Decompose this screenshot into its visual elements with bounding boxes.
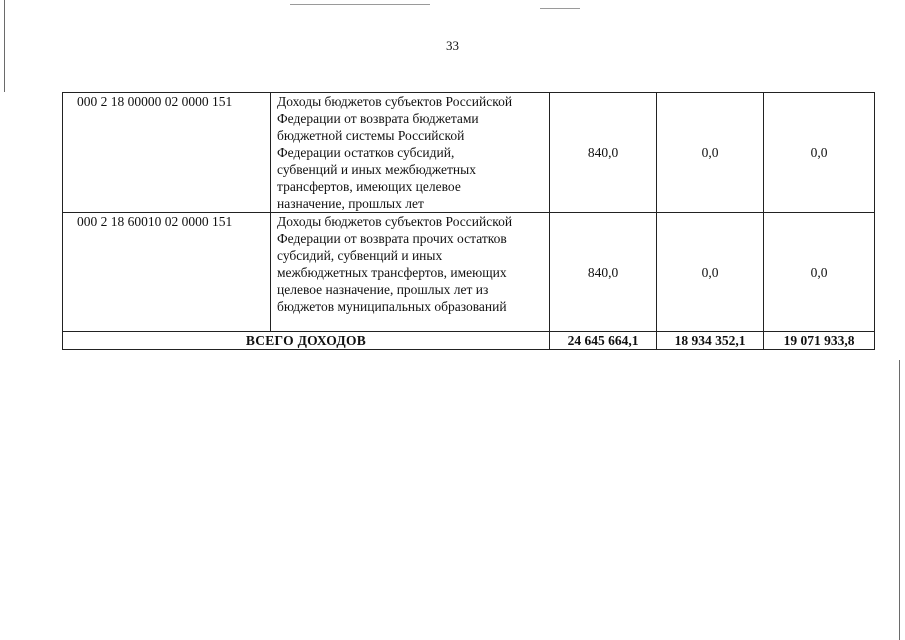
revenue-description [271, 213, 550, 332]
description-line: субвенций и иных межбюджетных [277, 162, 476, 177]
amount-year-3: 0,0 [764, 93, 875, 213]
description-line: Федерации остатков субсидий, [277, 145, 455, 160]
table-row [63, 93, 875, 213]
total-label: ВСЕГО ДОХОДОВ [63, 332, 550, 350]
amount-year-3: 0,0 [764, 213, 875, 332]
description-line: трансфертов, имеющих целевое [277, 179, 461, 194]
total-year-1: 24 645 664,1 [550, 332, 657, 350]
total-year-2: 18 934 352,1 [657, 332, 764, 350]
description-line: Доходы бюджетов субъектов Российской [277, 214, 513, 229]
description-line: бюджетной системы Российской [277, 128, 465, 143]
total-year-3: 19 071 933,8 [764, 332, 875, 350]
budget-code: 000 2 18 00000 02 0000 151 [63, 93, 271, 213]
scan-edge-right [899, 360, 900, 640]
revenue-description [271, 93, 550, 213]
description-line: Доходы бюджетов субъектов Российской [277, 94, 513, 109]
budget-code: 000 2 18 60010 02 0000 151 [63, 213, 271, 332]
amount-year-1: 840,0 [550, 93, 657, 213]
amount-year-2: 0,0 [657, 93, 764, 213]
page-number: 33 [446, 38, 459, 53]
description-line: субсидий, субвенций и иных [277, 248, 443, 263]
description-line: межбюджетных трансфертов, имеющих [277, 265, 507, 280]
amount-year-2: 0,0 [657, 213, 764, 332]
revenue-table [62, 92, 875, 350]
description-line: целевое назначение, прошлых лет из [277, 282, 489, 297]
total-row [63, 332, 875, 350]
description-line: Федерации от возврата прочих остатков [277, 231, 507, 246]
scan-edge-top-right [540, 8, 580, 9]
scan-edge-top [290, 4, 430, 5]
description-line: Федерации от возврата бюджетами [277, 111, 479, 126]
table-row [63, 213, 875, 332]
description-line: назначение, прошлых лет [277, 196, 424, 211]
description-line: бюджетов муниципальных образований [277, 299, 507, 314]
amount-year-1: 840,0 [550, 213, 657, 332]
